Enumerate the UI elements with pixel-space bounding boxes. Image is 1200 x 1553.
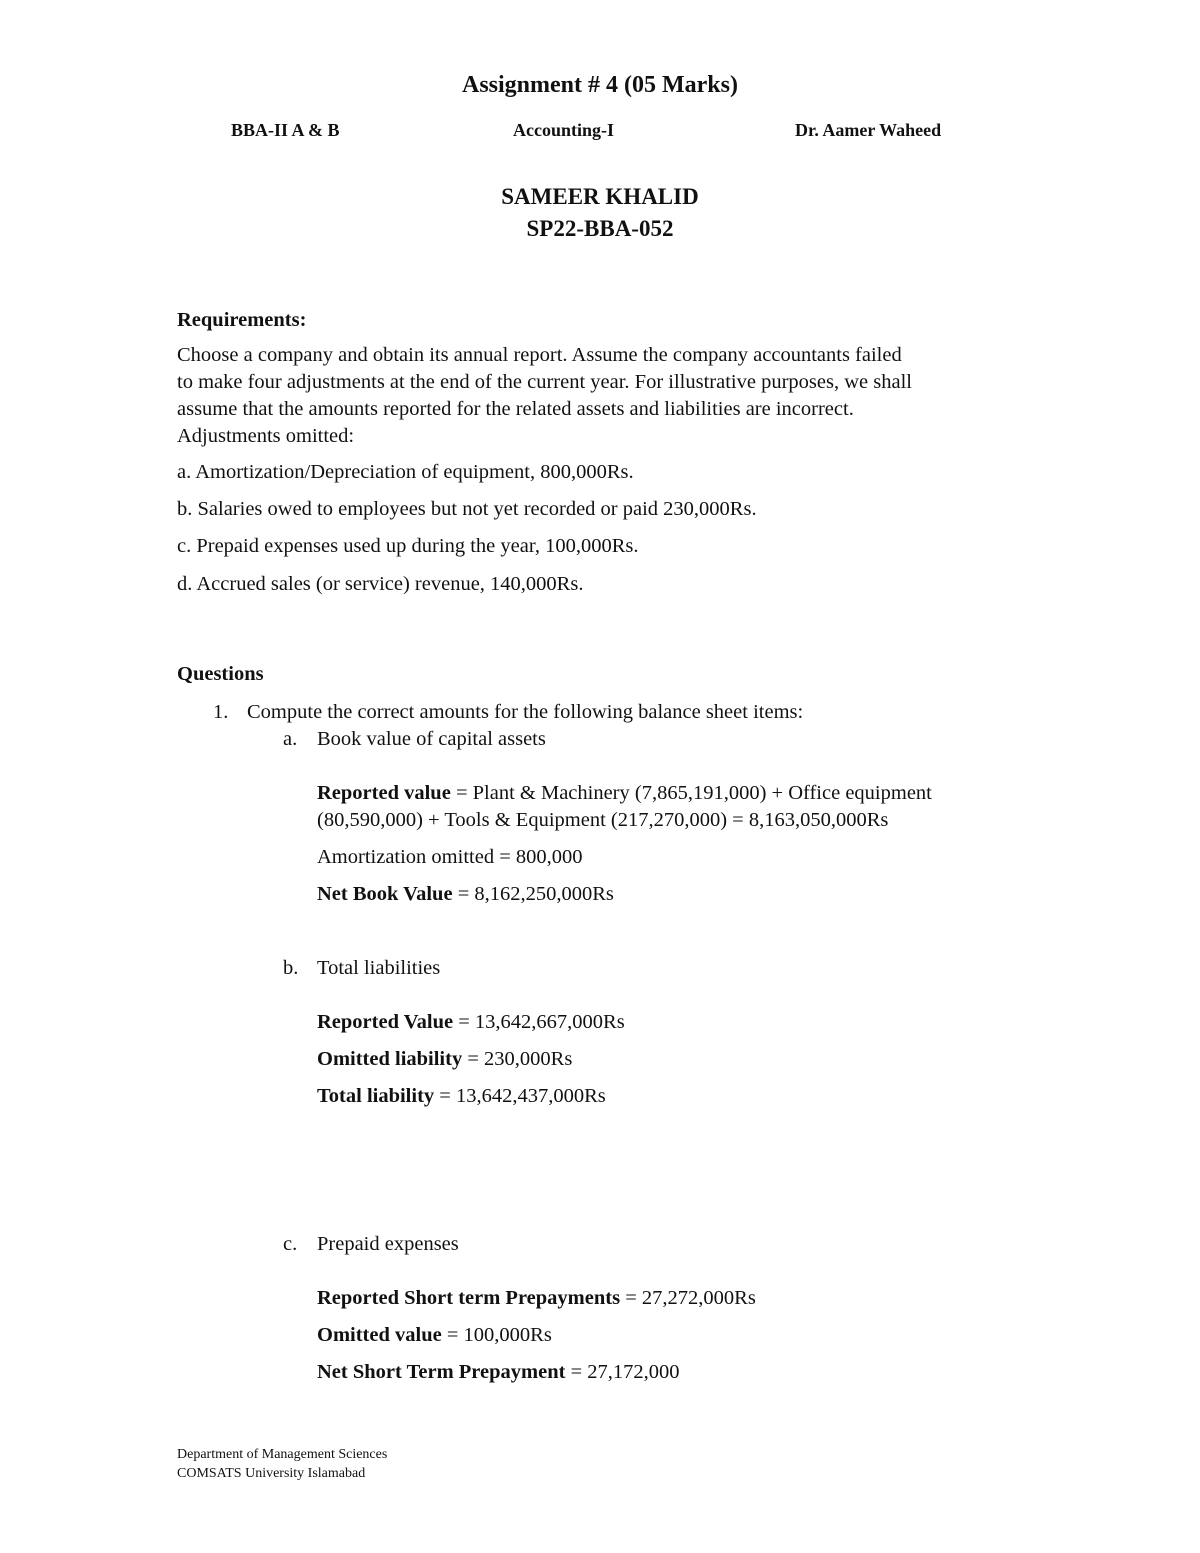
requirements-line-3: assume that the amounts reported for the related assets and liabilities are incorrect. bbox=[177, 398, 854, 420]
net-book-value-line bbox=[317, 883, 614, 906]
program-label: BBA-II A & B bbox=[231, 120, 340, 140]
subquestion-a-marker: a. bbox=[283, 728, 298, 750]
student-name: SAMEER KHALID bbox=[501, 184, 699, 209]
adjustment-item-d: d. Accrued sales (or service) revenue, 140,000Rs. bbox=[177, 573, 584, 595]
adjustment-item-b: b. Salaries owed to employees but not yet recorded or paid 230,000Rs. bbox=[177, 498, 757, 520]
total-liability-line bbox=[317, 1085, 606, 1108]
subquestion-c-label: Prepaid expenses bbox=[317, 1233, 459, 1255]
requirements-line-1: Choose a company and obtain its annual report. Assume the company accountants failed bbox=[177, 344, 902, 366]
omitted-value-amount: = 100,000Rs bbox=[441, 1324, 552, 1346]
student-id: SP22-BBA-052 bbox=[526, 216, 674, 241]
amortization-omitted: Amortization omitted = 800,000 bbox=[317, 846, 583, 868]
reported-liability-line bbox=[317, 1011, 625, 1034]
omitted-value-label: Omitted value bbox=[317, 1324, 442, 1346]
reported-value-formula: = Plant & Machinery (7,865,191,000) + Office equipment bbox=[450, 782, 932, 804]
omitted-value-line bbox=[317, 1324, 552, 1347]
adjustment-item-c: c. Prepaid expenses used up during the year, 100,000Rs. bbox=[177, 535, 639, 557]
requirements-heading: Requirements: bbox=[177, 309, 307, 331]
reported-prepayments-amount: = 27,272,000Rs bbox=[620, 1287, 756, 1309]
net-book-value-label: Net Book Value bbox=[317, 883, 453, 905]
total-liability-amount: = 13,642,437,000Rs bbox=[434, 1085, 606, 1107]
questions-heading: Questions bbox=[177, 663, 264, 685]
course-label: Accounting-I bbox=[513, 120, 615, 140]
reported-prepayments-line bbox=[317, 1287, 756, 1310]
footer-university: COMSATS University Islamabad bbox=[177, 1466, 366, 1481]
omitted-liability-amount: = 230,000Rs bbox=[462, 1048, 573, 1070]
adjustment-item-a: a. Amortization/Depreciation of equipment, 800,000Rs. bbox=[177, 461, 634, 483]
reported-liability-amount: = 13,642,667,000Rs bbox=[453, 1011, 625, 1033]
total-liability-label: Total liability bbox=[317, 1085, 435, 1107]
footer-department: Department of Management Sciences bbox=[177, 1447, 388, 1462]
subquestion-a-label: Book value of capital assets bbox=[317, 728, 546, 750]
reported-prepayments-label: Reported Short term Prepayments bbox=[317, 1287, 621, 1309]
reported-value-line-2: (80,590,000) + Tools & Equipment (217,270,000) = 8,163,050,000Rs bbox=[317, 809, 889, 831]
reported-value-label: Reported value bbox=[317, 782, 451, 804]
subquestion-b-label: Total liabilities bbox=[317, 957, 441, 979]
requirements-line-2: to make four adjustments at the end of the current year. For illustrative purposes, we shall bbox=[177, 371, 912, 393]
question-1-number: 1. bbox=[213, 701, 229, 723]
reported-value-line bbox=[317, 782, 932, 805]
net-prepayment-line bbox=[317, 1361, 680, 1384]
omitted-liability-line bbox=[317, 1048, 572, 1071]
assignment-title: Assignment # 4 (05 Marks) bbox=[462, 72, 738, 98]
reported-liability-label: Reported Value bbox=[317, 1011, 454, 1033]
omitted-liability-label: Omitted liability bbox=[317, 1048, 463, 1070]
net-prepayment-amount: = 27,172,000 bbox=[565, 1361, 680, 1383]
subquestion-c-marker: c. bbox=[283, 1233, 298, 1255]
subquestion-b-marker: b. bbox=[283, 957, 299, 979]
instructor-label: Dr. Aamer Waheed bbox=[795, 120, 942, 140]
requirements-line-4: Adjustments omitted: bbox=[177, 425, 355, 447]
question-1-text: Compute the correct amounts for the following balance sheet items: bbox=[247, 701, 804, 723]
net-book-value-amount: = 8,162,250,000Rs bbox=[452, 883, 614, 905]
net-prepayment-label: Net Short Term Prepayment bbox=[317, 1361, 566, 1383]
